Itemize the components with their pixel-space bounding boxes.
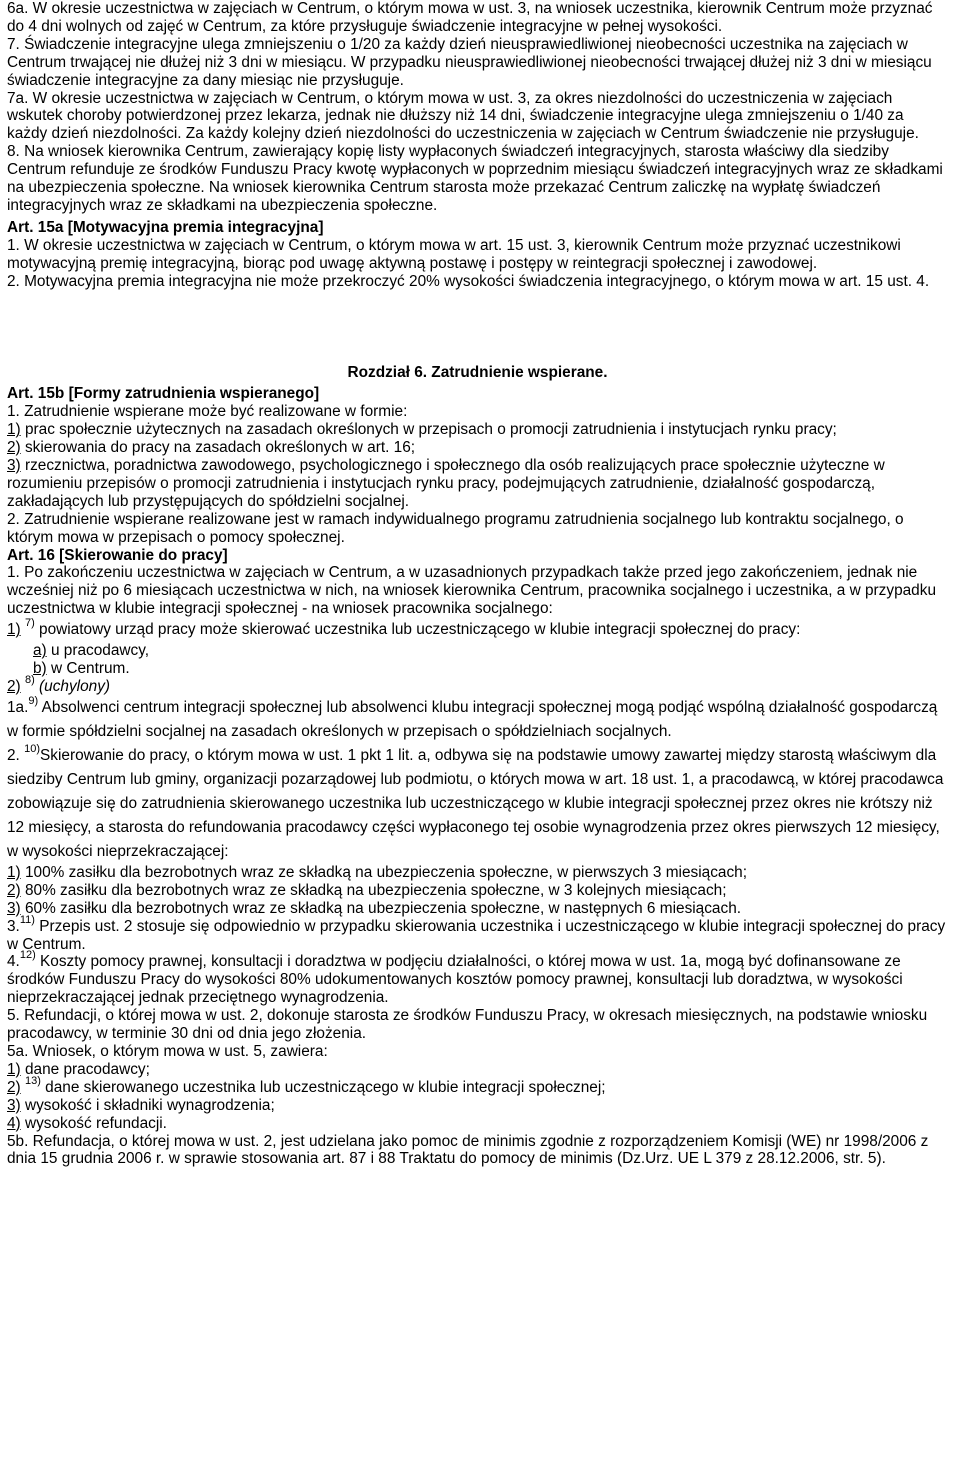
paragraph-text: Koszty pomocy prawnej, konsultacji i doradztwa w podjęciu działalności, o której mowa w ust. 1a, mogą być dofinansowane ze środków Funduszu Pracy do wysokości 80% udokumentowanych kosztów pomocy prawnej, konsultacji lub doradztwa, w wysokości nieprzekraczającej jednak przeciętnego wynagrodzenia.: [7, 953, 903, 1007]
item-number: 1): [7, 621, 21, 639]
item-number: 1): [7, 421, 21, 439]
paragraph-7: 7. Świadczenie integracyjne ulega zmniejszeniu o 1/20 za każdy dzień nieusprawiedliwionej nieobecności uczestnika na zajęciach w Centrum trwającej nie dłużej niż 3 dni w miesiącu. W przypadku nieusprawiedliwionej nieobecności trwającej dłużej niż 3 dni w miesiącu świadczenie integracyjne za dany miesiąc nie przysługuje.: [7, 35, 932, 89]
footnote-ref: 8): [24, 673, 35, 686]
paragraph-number: 3.: [7, 917, 20, 935]
item-number: 1): [7, 1060, 21, 1078]
item-number: 4): [7, 1114, 21, 1132]
paragraph-7a: 7a. W okresie uczestnictwa w zajęciach w Centrum, o którym mowa w ust. 3, za okres niezdolności do uczestniczenia w zajęciach wskutek choroby potwierdzonej przez lekarza, jednak nie dłuższy niż 14 dni, świadczenie integracyjne ulega zmniejszeniu o 1/40 za każdy dzień niezdolności. Za każdy kolejny dzień niezdolności do uczestniczenia w zajęciach w Centrum świadczenie nie przysługuje.: [7, 89, 919, 143]
article-15a-paragraph-2: 2. Motywacyjna premia integracyjna nie może przekroczyć 20% wysokości świadczenia integracyjnego, o którym mowa w art. 15 ust. 4.: [7, 272, 930, 290]
spacer: [7, 291, 948, 364]
item-text: dane pracodawcy;: [20, 1060, 150, 1078]
paragraph-text: Skierowanie do pracy, o którym mowa w ust. 1 pkt 1 lit. a, odbywa się na podstawie umowy zawartej między starostą właściwym dla siedziby Centrum lub gminy, organizacji pozarządowej lub podmiotu, o których mowa w art. 18 ust. 1, a pracodawcą, w której pracodawca zobowiązuje się do zatrudnienia skierowanego uczestnika lub uczestniczącego w klubie integracji społecznej przez okres nie krótszy niż 12 miesięcy, a starosta do refundowania pracodawcy części wypłaconego tej osobie wynagrodzenia przez okres pierwszych 12 miesięcy, w wysokości nieprzekraczającej:: [7, 746, 944, 860]
item-number: 2): [7, 439, 21, 457]
item-text: 100% zasiłku dla bezrobotnych wraz ze składką na ubezpieczenia społeczne, w pierwszych 3 miesiącach;: [20, 863, 747, 881]
p5a-item-2: [7, 1074, 948, 1097]
article-16-paragraph-4: [7, 949, 948, 1007]
article-16-item-1a: [7, 642, 948, 660]
article-16-paragraph-5a: 5a. Wniosek, o którym mowa w ust. 5, zawiera:: [7, 1042, 328, 1060]
article-16-item-1b: [7, 660, 948, 678]
item-text: powiatowy urząd pracy może skierować uczestnika lub uczestniczącego w klubie integracji społecznej do pracy:: [34, 621, 801, 639]
item-letter: b): [33, 660, 47, 678]
paragraph-number: 2.: [7, 746, 20, 764]
article-16-heading: Art. 16 [Skierowanie do pracy]: [7, 546, 228, 564]
item-number: 2): [7, 678, 21, 695]
paragraph-text: Przepis ust. 2 stosuje się odpowiednio w przypadku skierowania uczestnika i uczestniczącego w klubie integracji społecznej do pracy w Centrum.: [7, 917, 946, 953]
article-16-paragraph-5: 5. Refundacji, o której mowa w ust. 2, dokonuje starosta ze środków Funduszu Pracy, w okresach miesięcznych, na podstawie wniosku pracodawcy, w terminie 30 dni od dnia jego złożenia.: [7, 1007, 928, 1043]
footnote-ref: 10): [24, 742, 41, 755]
article-16-paragraph-1a: [7, 696, 948, 744]
refund-item-2: [7, 882, 948, 900]
footnote-ref: 9): [28, 694, 39, 707]
article-15b-item-1: [7, 421, 948, 439]
item-number: 2): [7, 881, 21, 899]
item-text: wysokość refundacji.: [20, 1114, 167, 1132]
item-text: rzecznictwa, poradnictwa zawodowego, psychologicznego i społecznego dla osób realizujących prace społecznie użyteczne w rozumieniu przepisów o promocji zatrudnienia i instytucjach rynku pracy, podejmujących zatrudnienie, działalność gospodarczą, zakładających lub przystępujących do spółdzielni socjalnej.: [7, 457, 885, 510]
article-15b-item-3: [7, 457, 948, 511]
paragraph-text: Absolwenci centrum integracji społecznej lub absolwenci klubu integracji społecznej mogą podjąć wspólną działalność gospodarczą w formie spółdzielni socjalnej na zasadach określonych w przepisach o spółdzielniach socjalnych.: [7, 698, 938, 740]
item-text: 80% zasiłku dla bezrobotnych wraz ze składką na ubezpieczenia społeczne, w 3 kolejnych miesiącach;: [20, 881, 727, 899]
article-16-paragraph-5b: 5b. Refundacja, o której mowa w ust. 2, jest udzielana jako pomoc de minimis zgodnie z rozporządzeniem Komisji (WE) nr 1998/2006 z dnia 15 grudnia 2006 r. w sprawie stosowania art. 87 i 88 Traktatu do pomocy de minimis (Dz.Urz. UE L 379 z 28.12.2006, str. 5).: [7, 1132, 929, 1168]
footnote-ref: 11): [19, 913, 35, 926]
article-15b-intro: 1. Zatrudnienie wspierane może być realizowane w formie:: [7, 403, 408, 421]
article-16-paragraph-1: 1. Po zakończeniu uczestnictwa w zajęciach w Centrum, a w uzasadnionych przypadkach także przed jego zakończeniem, jednak nie wcześniej niż po 6 miesiącach uczestnictwa w nich, na wniosek kierownika Centrum, pracownika socjalnego i uczestnika, a w przypadku uczestnictwa w klubie integracji społecznej - na wniosek pracownika socjalnego:: [7, 564, 936, 618]
article-16-paragraph-3: [7, 913, 948, 954]
item-text: u pracodawcy,: [46, 642, 150, 660]
footnote-ref: 12): [19, 949, 36, 962]
footnote-ref: 13): [24, 1074, 41, 1087]
item-text: dane skierowanego uczestnika lub uczestniczącego w klubie integracji społecznej;: [40, 1078, 606, 1096]
item-letter: a): [33, 642, 47, 660]
article-16-item-1: [7, 618, 948, 642]
footnote-ref: 7): [24, 617, 35, 630]
item-text: skierowania do pracy na zasadach określonych w art. 16;: [20, 439, 416, 457]
item-text: 60% zasiłku dla bezrobotnych wraz ze składką na ubezpieczenia społeczne, w następnych 6 miesiącach.: [20, 899, 742, 917]
chapter-title: Rozdział 6. Zatrudnienie wspierane.: [347, 363, 608, 381]
article-15b-paragraph-2: 2. Zatrudnienie wspierane realizowane jest w ramach indywidualnego programu zatrudnienia socjalnego lub kontraktu socjalnego, o którym mowa w przepisach o pomocy społecznej.: [7, 510, 904, 546]
p5a-item-4: [7, 1115, 948, 1133]
article-15a-heading: Art. 15a [Motywacyjna premia integracyjna]: [7, 218, 324, 236]
item-number: 3): [7, 899, 21, 917]
refund-item-1: [7, 864, 948, 882]
article-16-paragraph-2: [7, 744, 948, 864]
paragraph-number: 1a.: [7, 698, 29, 716]
p5a-item-1: [7, 1061, 948, 1079]
item-text: wysokość i składniki wynagrodzenia;: [20, 1096, 275, 1114]
article-15b-item-2: [7, 439, 948, 457]
item-number: 3): [7, 1096, 21, 1114]
paragraph-8: 8. Na wniosek kierownika Centrum, zawierający kopię listy wypłaconych świadczeń integracyjnych, starosta właściwy dla siedziby Centrum refunduje ze środków Funduszu Pracy kwotę wypłaconych w poprzednim miesiącu świadczeń integracyjnych wraz ze składkami na ubezpieczenia społeczne. Na wniosek kierownika Centrum starosta może przekazać Centrum zaliczkę na wypłatę świadczeń integracyjnych wraz ze składkami na ubezpieczenia społeczne.: [7, 143, 943, 214]
paragraph-6a: 6a. W okresie uczestnictwa w zajęciach w Centrum, o którym mowa w ust. 3, na wniosek uczestnika, kierownik Centrum może przyznać do 4 dni wolnych od zajęć w Centrum, za które przysługuje świadczenie integracyjne w pełnej wysokości.: [7, 0, 933, 35]
item-number: 3): [7, 457, 21, 475]
paragraph-number: 4.: [7, 953, 20, 971]
article-15a-paragraph-1: 1. W okresie uczestnictwa w zajęciach w Centrum, o którym mowa w art. 15 ust. 3, kierownik Centrum może przyznać uczestnikowi motywacyjną premię integracyjną, biorąc pod uwagę aktywną postawę i postępy w reintegracji społecznej i zawodowej.: [7, 236, 901, 272]
item-number: 2): [7, 1078, 21, 1096]
article-16-item-2: [7, 673, 948, 696]
article-15b-heading: Art. 15b [Formy zatrudnienia wspieranego]: [7, 385, 320, 403]
item-text: (uchylony): [34, 678, 111, 695]
item-text: prac społecznie użytecznych na zasadach określonych w przepisach o promocji zatrudnienia i instytucjach rynku pracy;: [20, 421, 837, 439]
item-number: 1): [7, 863, 21, 881]
p5a-item-3: [7, 1097, 948, 1115]
item-text: w Centrum.: [46, 660, 130, 678]
refund-item-3: [7, 900, 948, 918]
